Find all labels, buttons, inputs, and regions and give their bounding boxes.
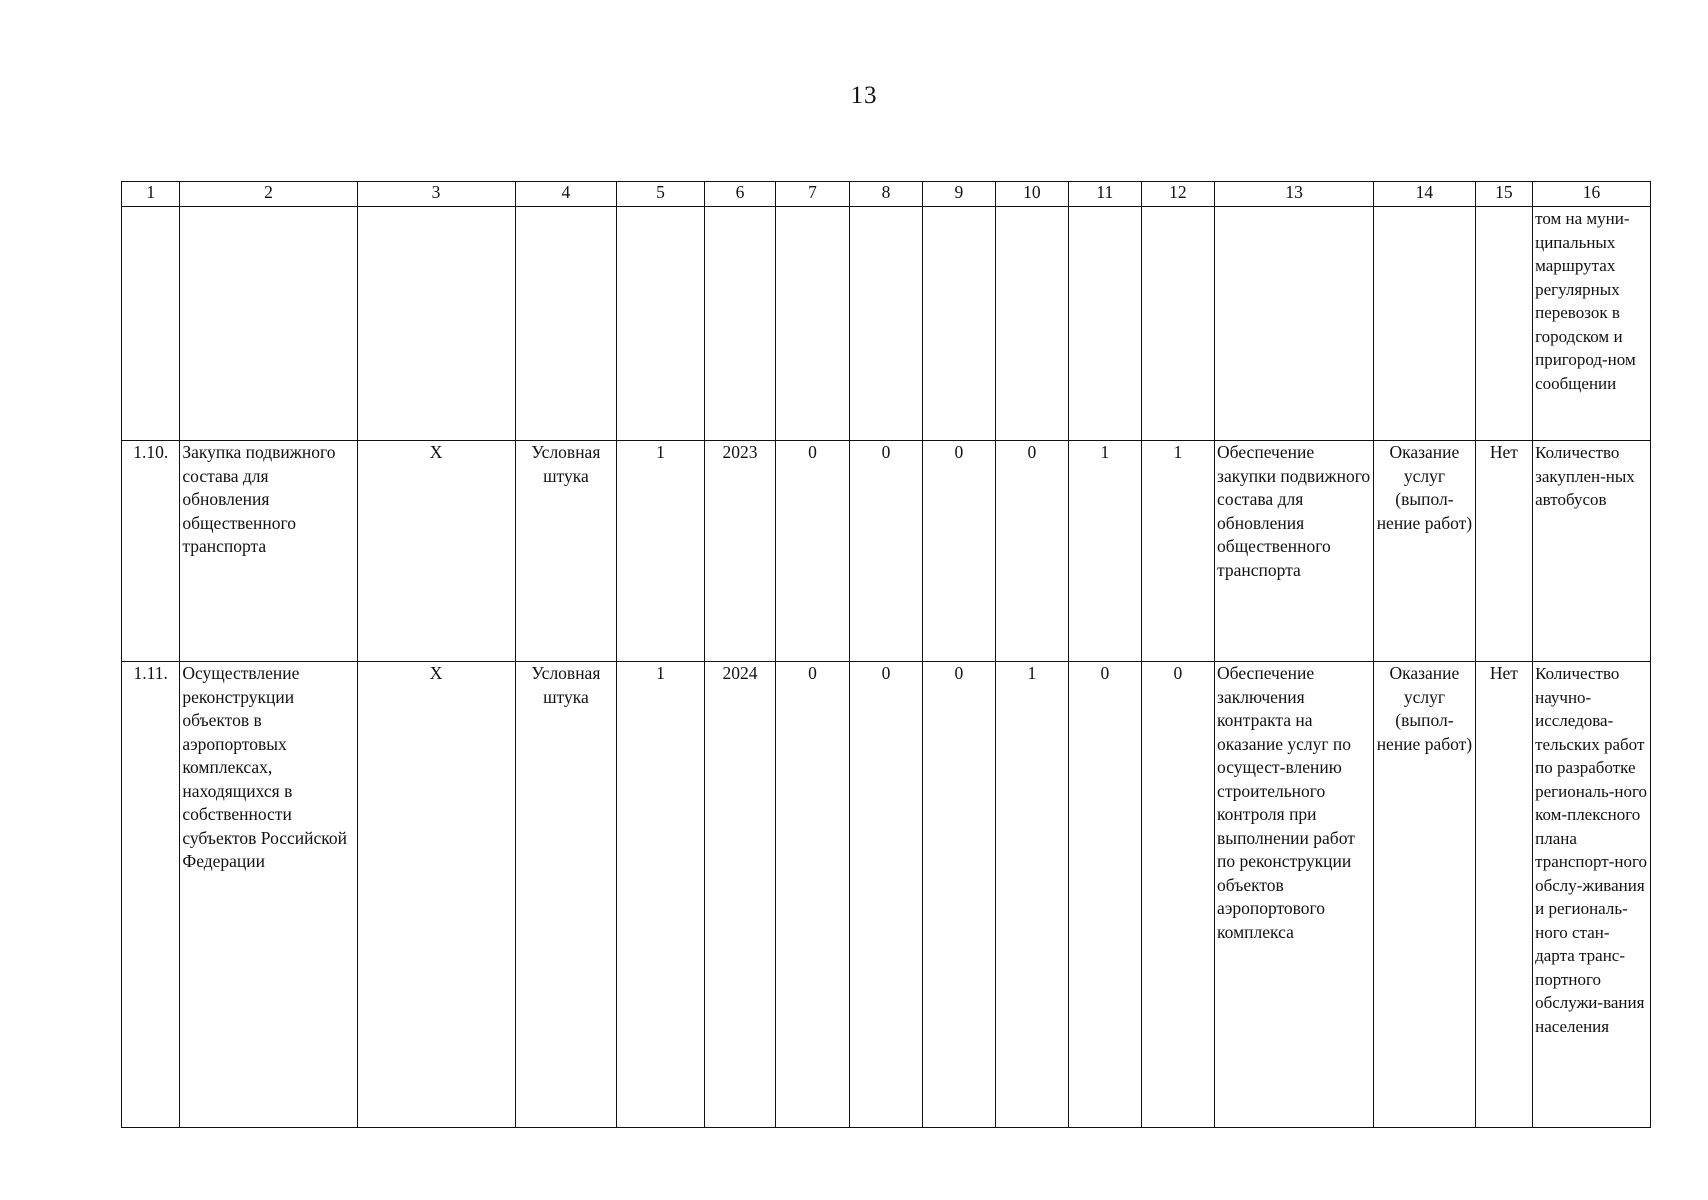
column-number: 15: [1475, 182, 1532, 207]
column-number: 3: [357, 182, 515, 207]
column-number: 5: [617, 182, 705, 207]
column-number: 9: [923, 182, 995, 207]
table-cell: [1374, 207, 1476, 441]
table-cell: [357, 207, 515, 441]
value-cell: 0: [849, 662, 922, 1128]
year-cell: 2023: [704, 441, 775, 662]
table-cell: [1215, 207, 1374, 441]
flag-cell: Нет: [1475, 662, 1532, 1128]
indicator-cell: том на муни-ципальных маршрутах регулярных перевозок в городском и пригород-ном сообщении: [1533, 207, 1651, 441]
table-cell: [923, 207, 995, 441]
task-name-cell: Закупка подвижного состава для обновления общественного транспорта: [180, 441, 357, 662]
table-row-1-11: [122, 662, 1651, 1128]
value-cell: 0: [776, 441, 849, 662]
year-cell: 2024: [704, 662, 775, 1128]
value-cell: 0: [1069, 662, 1141, 1128]
table-cell: Х: [357, 662, 515, 1128]
result-cell: Обеспечение закупки подвижного состава для обновления общественного транспорта: [1215, 441, 1374, 662]
value-cell: 1: [1141, 441, 1214, 662]
column-number: 1: [122, 182, 180, 207]
value-cell: 0: [923, 662, 995, 1128]
table-cell: 1: [617, 441, 705, 662]
header-row: [122, 182, 1651, 207]
column-number: 8: [849, 182, 922, 207]
table-cell: Х: [357, 441, 515, 662]
table-cell: 1: [617, 662, 705, 1128]
value-cell: 0: [1141, 662, 1214, 1128]
table-row-1-10: [122, 441, 1651, 662]
item-number-cell: 1.10.: [122, 441, 180, 662]
table-cell: [617, 207, 705, 441]
plan-table: [121, 181, 1651, 1128]
column-number: 4: [515, 182, 617, 207]
table-cell: [704, 207, 775, 441]
unit-cell: Условная штука: [515, 662, 617, 1128]
value-cell: 0: [995, 441, 1068, 662]
table-cell: [849, 207, 922, 441]
column-number: 14: [1374, 182, 1476, 207]
value-cell: 1: [1069, 441, 1141, 662]
unit-cell: Условная штука: [515, 441, 617, 662]
table-cell: [1475, 207, 1532, 441]
column-number: 12: [1141, 182, 1214, 207]
column-number: 16: [1533, 182, 1651, 207]
indicator-cell: Количество закуплен-ных автобусов: [1533, 441, 1651, 662]
value-cell: 0: [776, 662, 849, 1128]
page-number: 13: [850, 82, 878, 109]
result-cell: Обеспечение заключения контракта на оказание услуг по осущест-влению строительного контроля при выполнении работ по реконструкции объектов аэропортового комплекса: [1215, 662, 1374, 1128]
column-number: 10: [995, 182, 1068, 207]
item-number-cell: 1.11.: [122, 662, 180, 1128]
table-cell: [995, 207, 1068, 441]
indicator-cell: Количество научно-исследова-тельских работ по разработке региональ-ного ком-плексного плана транспорт-ного обслу-живания и региональ-ного стан-дарта транс-портного обслужи-вания населения: [1533, 662, 1651, 1128]
column-number: 13: [1215, 182, 1374, 207]
table-cell: [122, 207, 180, 441]
column-number: 11: [1069, 182, 1141, 207]
value-cell: 0: [849, 441, 922, 662]
table-cell: [1069, 207, 1141, 441]
flag-cell: Нет: [1475, 441, 1532, 662]
column-number: 2: [180, 182, 357, 207]
value-cell: 0: [923, 441, 995, 662]
table-cell: [515, 207, 617, 441]
table-cell: [180, 207, 357, 441]
table-row-continuation: [122, 207, 1651, 441]
table-cell: [1141, 207, 1214, 441]
value-cell: 1: [995, 662, 1068, 1128]
result-type-cell: Оказание услуг (выпол-нение работ): [1374, 441, 1476, 662]
column-number: 7: [776, 182, 849, 207]
table-cell: [776, 207, 849, 441]
task-name-cell: Осуществление реконструкции объектов в аэропортовых комплексах, находящихся в собственности субъектов Российской Федерации: [180, 662, 357, 1128]
column-number: 6: [704, 182, 775, 207]
result-type-cell: Оказание услуг (выпол-нение работ): [1374, 662, 1476, 1128]
